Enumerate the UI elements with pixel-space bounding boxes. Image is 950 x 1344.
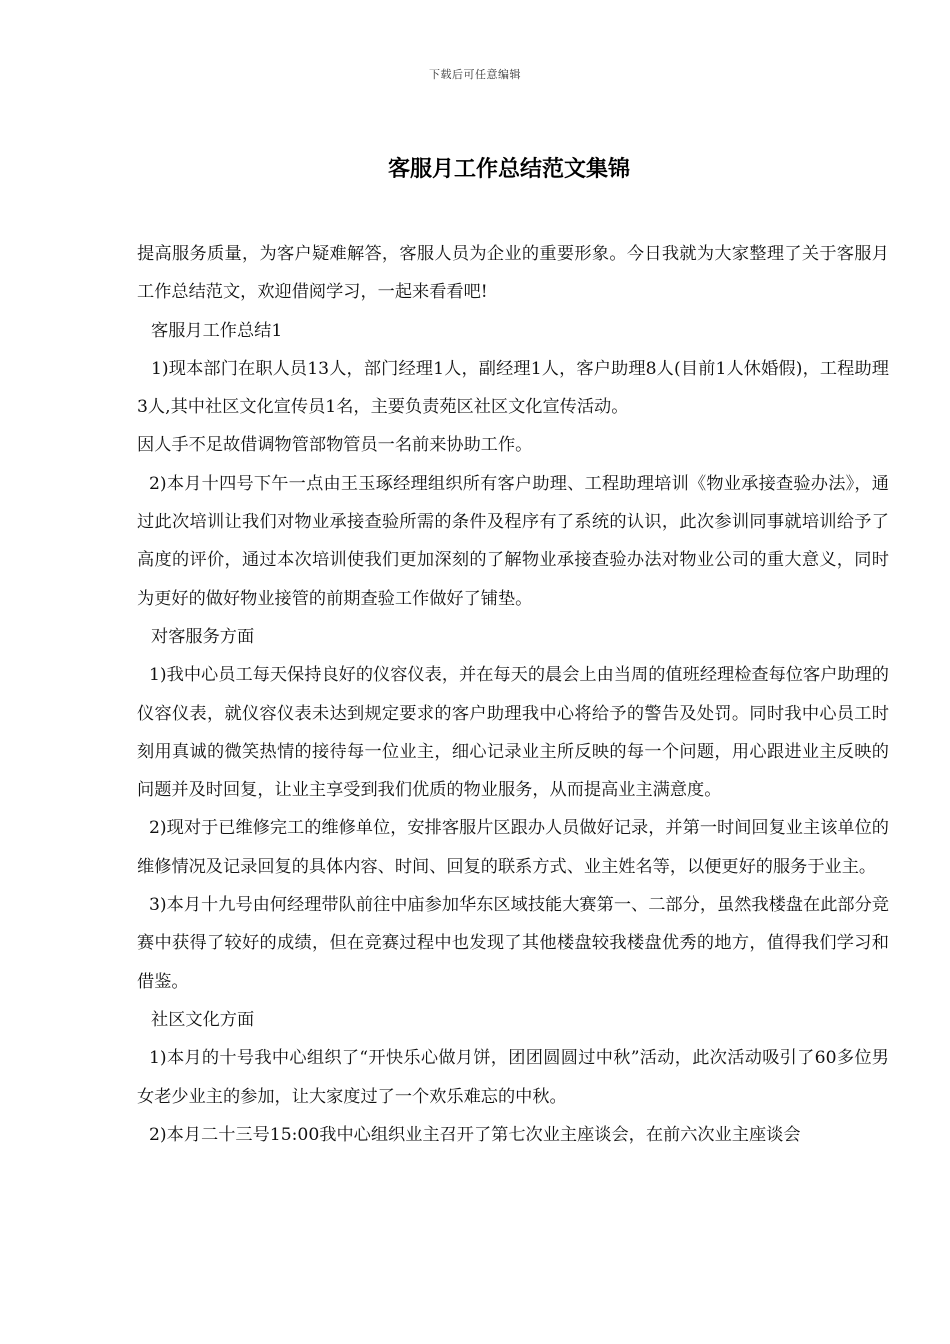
section-heading: 对客服务方面 [151, 626, 255, 647]
paragraph: 3)本月十九号由何经理带队前往中庙参加华东区域技能大赛第一、二部分，虽然我楼盘在此部分竞赛中获得了较好的成绩，但在竞赛过程中也发现了其他楼盘较我楼盘优秀的地方，值得我们学习和借鉴。 [137, 895, 889, 992]
section-heading: 客服月工作总结1 [151, 320, 283, 341]
section-heading: 社区文化方面 [151, 1009, 255, 1030]
paragraph: 2)本月十四号下午一点由王玉琢经理组织所有客户助理、工程助理培训《物业承接查验办法》，通过此次培训让我们对物业承接查验所需的条件及程序有了系统的认识，此次参训同事就培训给予了高度的评价，通过本次培训使我们更加深刻的了解物业承接查验办法对物业公司的重大意义，同时为更好的做好物业接管的前期查验工作做好了铺垫。 [137, 473, 889, 609]
paragraph: 1)现本部门在职人员13人，部门经理1人，副经理1人，客户助理8人(目前1人休婚假)，工程助理3人,其中社区文化宣传员1名，主要负责苑区社区文化宣传活动。 [137, 358, 889, 418]
paragraph: 1)本月的十号我中心组织了“开快乐心做月饼，团团圆圆过中秋”活动，此次活动吸引了60多位男女老少业主的参加，让大家度过了一个欢乐难忘的中秋。 [137, 1048, 889, 1107]
document-body [137, 235, 889, 1154]
header-note: 下载后可任意编辑 [429, 68, 521, 81]
intro-paragraph: 提高服务质量，为客户疑难解答，客服人员为企业的重要形象。今日我就为大家整理了关于客服月工作总结范文，欢迎借阅学习，一起来看看吧! [137, 244, 889, 303]
paragraph: 1)我中心员工每天保持良好的仪容仪表，并在每天的晨会上由当周的值班经理检查每位客户助理的仪容仪表，就仪容仪表未达到规定要求的客户助理我中心将给予的警告及处罚。同时我中心员工时刻用真诚的微笑热情的接待每一位业主，细心记录业主所反映的每一个问题，用心跟进业主反映的问题并及时回复，让业主享受到我们优质的物业服务，从而提高业主满意度。 [137, 665, 889, 801]
document-title: 客服月工作总结范文集锦 [387, 157, 630, 182]
paragraph: 2)本月二十三号15:00我中心组织业主召开了第七次业主座谈会，在前六次业主座谈会 [149, 1124, 801, 1145]
paragraph: 因人手不足故借调物管部物管员一名前来协助工作。 [137, 435, 533, 456]
paragraph: 2)现对于已维修完工的维修单位，安排客服片区跟办人员做好记录，并第一时间回复业主该单位的维修情况及记录回复的具体内容、时间、回复的联系方式、业主姓名等，以便更好的服务于业主。 [137, 818, 889, 877]
